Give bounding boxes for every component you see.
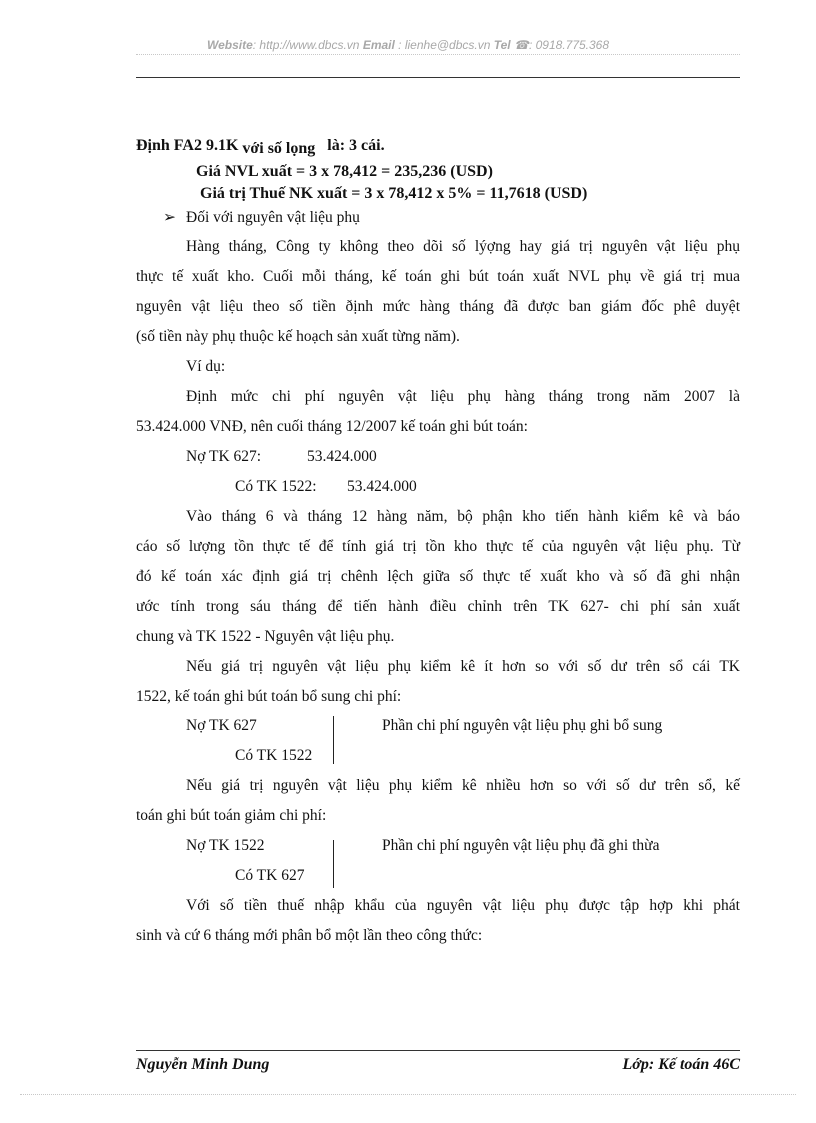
credit-amount: 53.424.000 [347,478,417,495]
tel-value: : 0918.775.368 [528,38,610,52]
paragraph-line: toán ghi bút toán giảm chi phí: [136,807,327,824]
paragraph-line: (số tiền này phụ thuộc kế hoạch sản xuất từng năm). [136,328,460,345]
bullet-arrow-icon: ➢ [163,209,176,226]
paragraph-line: Nếu giá trị nguyên vật liệu phụ kiểm kê nhiều hơn so với số dư trên sổ, kế [186,777,740,794]
tel-label: Tel [493,38,511,52]
paragraph-line: nguyên vật liệu theo số tiền ðịnh mức hàng tháng đã được ban giám đốc phê duyệt [136,298,740,315]
header-dotted-rule [136,54,740,55]
email-label: Email [362,38,395,52]
paragraph-line: Định mức chi phí nguyên vật liệu phụ hàng tháng trong năm 2007 là [186,388,740,405]
website-label: Website [206,38,253,52]
paragraph-line: Nếu giá trị nguyên vật liệu phụ kiểm kê ít hơn so với số dư trên sổ cái TK [186,658,740,675]
entry-debit: Nợ TK 1522 [186,837,265,854]
entry-description: Phần chi phí nguyên vật liệu phụ đã ghi thừa [382,837,660,854]
heading-part-b: với số lọng [242,140,316,157]
entry-divider [333,716,334,764]
paragraph-line: 1522, kế toán ghi bút toán bổ sung chi phí: [136,688,402,705]
paragraph-line: thực tế xuất kho. Cuối mỗi tháng, kế toán ghi bút toán xuất NVL phụ về giá trị mua [136,268,740,285]
credit-account: Có TK 1522: [235,478,317,495]
paragraph-line: Hàng tháng, Công ty không theo dõi số lýợng hay giá trị nguyên vật liệu phụ [186,238,740,255]
entry-credit: Có TK 1522 [235,747,313,764]
email-value: : lienhe@dbcs.vn [398,38,491,52]
page-header [0,38,816,52]
paragraph-line: Với số tiền thuế nhập khẩu của nguyên vật liệu phụ được tập hợp khi phát [186,897,740,914]
phone-icon: ☎ [514,38,529,52]
paragraph-line: sinh và cứ 6 tháng mới phân bổ một lần theo công thức: [136,927,483,944]
entry-description: Phần chi phí nguyên vật liệu phụ ghi bổ sung [382,717,663,734]
item-heading [136,136,740,156]
footer-class: Lớp: Kế toán 46C [622,1056,740,1073]
footer-rule [136,1050,740,1051]
paragraph-line: chung và TK 1522 - Nguyên vật liệu phụ. [136,628,395,645]
entry-debit: Nợ TK 627 [186,717,257,734]
entry-credit: Có TK 627 [235,867,305,884]
debit-account: Nợ TK 627: [186,448,262,465]
footer-dotted-rule [20,1094,796,1095]
example-label: Ví dụ: [186,358,226,375]
bullet-heading: Đối với nguyên vật liệu phụ [186,209,360,226]
header-rule [136,77,740,78]
paragraph-line: ước tính trong sáu tháng để tiến hành điều chỉnh trên TK 627- chi phí sản xuất [136,598,740,615]
paragraph-line: cáo số lượng tồn thực tế để tính giá trị tồn kho thực tế của nguyên vật liệu phụ. Từ [136,538,740,555]
paragraph-line: đó kế toán xác định giá trị chênh lệch giữa số thực tế xuất kho và số đã ghi nhận [136,568,740,585]
heading-part-a: Định FA2 9.1K [136,137,243,154]
line-thue-nk: Giá trị Thuế NK xuất = 3 x 78,412 x 5% = 11,7618 (USD) [200,185,588,202]
heading-part-c: là: 3 cái. [315,137,385,154]
debit-amount: 53.424.000 [307,448,377,465]
website-value: : http://www.dbcs.vn [252,38,360,52]
paragraph-line: Vào tháng 6 và tháng 12 hàng năm, bộ phận kho tiến hành kiểm kê và báo [186,508,740,525]
paragraph-line: 53.424.000 VNĐ, nên cuối tháng 12/2007 kế toán ghi bút toán: [136,418,528,435]
line-gia-nvl: Giá NVL xuất = 3 x 78,412 = 235,236 (USD) [196,163,493,180]
entry-divider [333,840,334,888]
footer-author: Nguyễn Minh Dung [136,1056,270,1073]
